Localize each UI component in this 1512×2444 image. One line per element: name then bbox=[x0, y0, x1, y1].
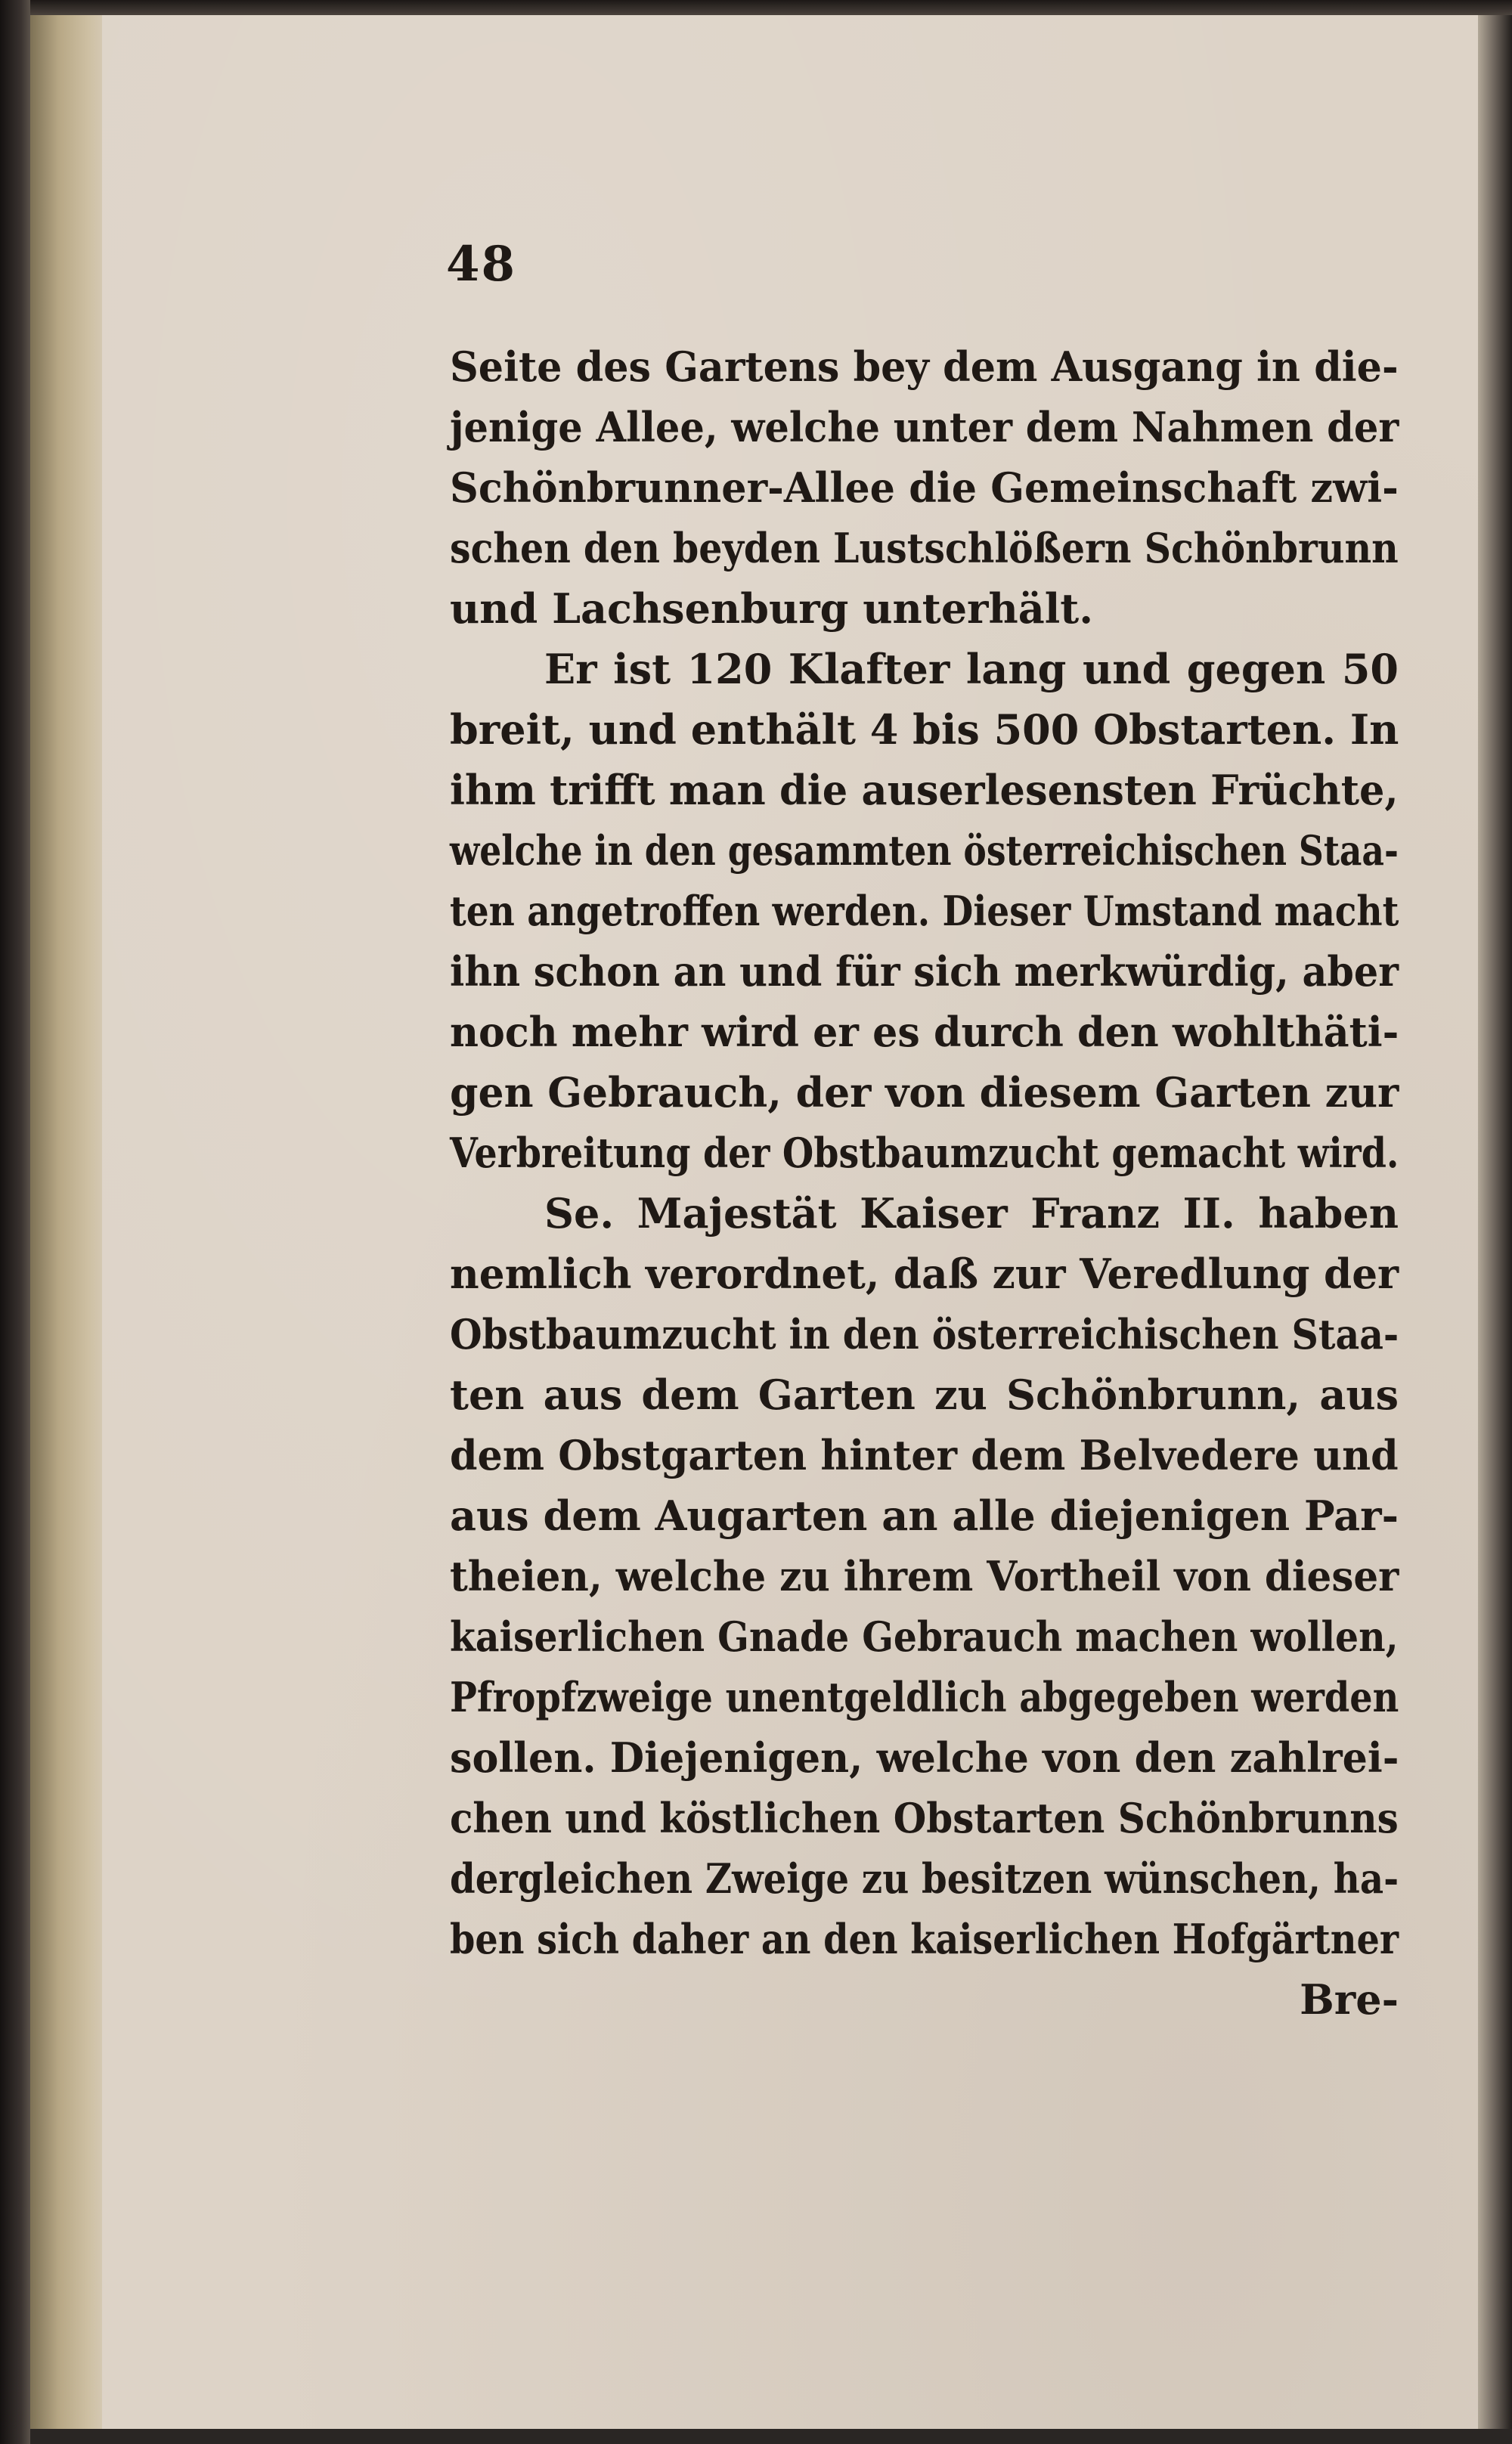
text-line: ten aus dem Garten zu Schönbrunn, aus bbox=[450, 1371, 1399, 1419]
text-line: nemlich verordnet, daß zur Veredlung der bbox=[450, 1250, 1399, 1298]
catchword: Bre- bbox=[1300, 1975, 1399, 2024]
text-line: dergleichen Zweige zu besitzen wünschen, ha- bbox=[450, 1854, 1399, 1903]
text-line: sollen. Diejenigen, welche von den zahlrei- bbox=[450, 1733, 1399, 1782]
text-line: Seite des Gartens bey dem Ausgang in die- bbox=[450, 342, 1399, 391]
text-line: kaiserlichen Gnade Gebrauch machen wollen, bbox=[450, 1612, 1399, 1661]
text-line: ben sich daher an den kaiserlichen Hofgärtner bbox=[450, 1915, 1399, 1963]
page-edge bbox=[1478, 15, 1512, 2429]
text-line: chen und köstlichen Obstarten Schönbrunns bbox=[450, 1794, 1399, 1842]
text-line: welche in den gesammten österreichischen Staa- bbox=[450, 826, 1399, 875]
text-line: breit, und enthält 4 bis 500 Obstarten. In bbox=[450, 705, 1399, 754]
book-binding bbox=[0, 0, 30, 2444]
page-gutter bbox=[30, 15, 102, 2429]
text-line: noch mehr wird er es durch den wohlthäti- bbox=[450, 1008, 1399, 1056]
text-line: theien, welche zu ihrem Vortheil von dieser bbox=[450, 1552, 1399, 1600]
text-line: Obstbaumzucht in den österreichischen Staa- bbox=[450, 1310, 1399, 1358]
page-number: 48 bbox=[446, 236, 517, 293]
text-line: ten angetroffen werden. Dieser Umstand macht bbox=[450, 887, 1399, 935]
text-line: Verbreitung der Obstbaumzucht gemacht wird. bbox=[450, 1129, 1399, 1177]
text-line: schen den beyden Lustschlößern Schönbrunn bbox=[450, 524, 1399, 572]
text-line: dem Obstgarten hinter dem Belvedere und bbox=[450, 1431, 1399, 1479]
text-line: gen Gebrauch, der von diesem Garten zur bbox=[450, 1068, 1399, 1117]
top-edge bbox=[30, 0, 1512, 15]
text-line: und Lachsenburg unterhält. bbox=[450, 584, 1094, 633]
text-line: jenige Allee, welche unter dem Nahmen der bbox=[450, 403, 1399, 451]
text-line: Pfropfzweige unentgeldlich abgegeben werden bbox=[450, 1673, 1399, 1721]
text-line: aus dem Augarten an alle diejenigen Par- bbox=[450, 1491, 1399, 1540]
text-line: Se. Majestät Kaiser Franz II. haben bbox=[544, 1189, 1399, 1237]
text-line: Schönbrunner-Allee die Gemeinschaft zwi- bbox=[450, 463, 1399, 512]
text-line: ihm trifft man die auserlesensten Früchte, bbox=[450, 766, 1399, 814]
text-line: Er ist 120 Klafter lang und gegen 50 bbox=[544, 645, 1399, 693]
text-line: ihn schon an und für sich merkwürdig, aber bbox=[450, 947, 1399, 996]
